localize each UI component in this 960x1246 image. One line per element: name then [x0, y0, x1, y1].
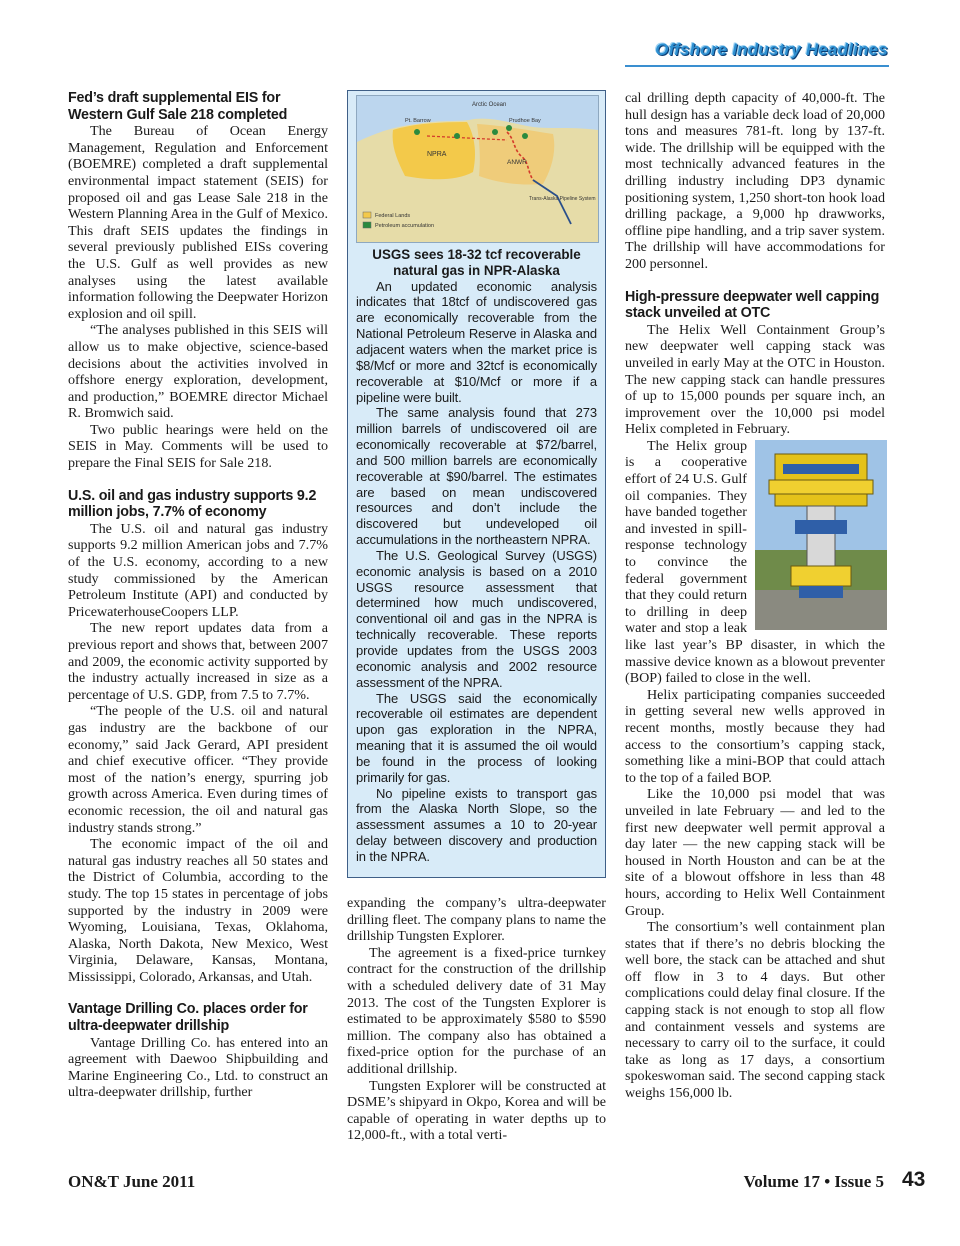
article-heading: High-pressure deepwater well capping stack unveiled at OTC	[625, 288, 880, 322]
map-label-npra: NPRA	[427, 151, 447, 158]
footer-volume-issue: Volume 17 • Issue 5	[743, 1172, 884, 1191]
section-header: Offshore Industry Headlines	[655, 40, 888, 59]
article-paragraph: “The analyses published in this SEIS will allow us to make objective, science-based decisions about the activities involved in offshore energy exploration, development, and production,” BOEMRE director Michael R. Bromwich said.	[68, 322, 328, 422]
map-legend-federal: Federal Lands	[375, 213, 411, 219]
column-2-continued	[347, 895, 606, 1144]
article-paragraph: cal drilling depth capacity of 40,000-ft. The hull design has a variable deck load of 20,000 tons and measures 781-ft. long by 137-ft. wide. The drillship will be equipped with the most technically advanced features in the drilling industry including DP3 dynamic positioning system, 1,250 short-ton hook load drilling package, a 9,000 hp drawworks, offline pipe handling, and a trip saver system. The drillship will have accommodations for 200 personnel.	[625, 90, 885, 272]
article-heading: U.S. oil and gas industry supports 9.2 million jobs, 7.7% of economy	[68, 487, 317, 521]
npra-map	[356, 95, 599, 243]
sidebar-paragraph: The same analysis found that 273 million barrels of undiscovered oil are economically recoverable at $72/barrel, and 500 million barrels are economically recoverable at $90/barrel. The estimates are based on mean undiscovered resources and don’t include the discovered but undeveloped oil accumulations in the northeastern NPRA.	[356, 405, 597, 548]
header-rule	[625, 65, 889, 67]
map-label-ocean: Arctic Ocean	[472, 102, 507, 108]
column-3	[625, 90, 885, 1102]
article-paragraph: The consortium’s well containment plan states that if there’s no debris blocking the well bore, the stack can be attached and shut off flow in 3 to 4 days. But other complications could delay final closure. If the capping stack is not enough to stop all flow and containment vessels and systems are necessary to carry oil to the surface, it could take as long as 17 days, a consortium spokeswoman said. The second capping stack weighs 156,000 lb.	[625, 919, 885, 1102]
column-1	[68, 90, 328, 1101]
article-heading: Fed’s draft supplemental EIS for Western Gulf Sale 218 completed	[68, 90, 288, 123]
sidebar-heading: USGS sees 18-32 tcf recoverable natural gas in NPR-Alaska	[372, 247, 581, 278]
article-paragraph: Two public hearings were held on the SEIS in May. Comments will be used to prepare the Final SEIS for Sale 218.	[68, 421, 328, 472]
sidebar-box	[347, 90, 606, 878]
article-paragraph: The Bureau of Ocean Energy Management, Regulation and Enforcement (BOEMRE) completed a draft supplemental environmental impact statement (SEIS) for proposed oil and gas Lease Sale 218 in the Western Planning Area in the Gulf of Mexico. This draft SEIS updates the findings in several previously published EISs covering the U.S. Gulf as well provides as new analyses using the latest available information following the Deepwater Horizon explosion and oil spill.	[68, 123, 328, 322]
article-paragraph: Helix participating companies succeeded in getting several new wells approved in recent months, mostly because they had access to the consortium’s capping stack, something like a mini-BOP that could attach to the top of a failed BOP.	[625, 686, 885, 786]
article-paragraph: The economic impact of the oil and natural gas industry reaches all 50 states and the District of Columbia, according to the study. The top 15 states in percentage of jobs supported by the industry in 2009 were Wyoming, Louisiana, Texas, Oklahoma, Alaska, North Dakota, New Mexico, West Virginia, Delaware, Kansas, Montana, Mississippi, Colorado, Arkansas, and Utah.	[68, 836, 328, 985]
article-paragraph: Vantage Drilling Co. has entered into an agreement with Daewoo Shipbuilding and Marine Engineering Co., Ltd. to construct an ultra-deepwater drillship, further	[68, 1034, 328, 1101]
article-paragraph: Like the 10,000 psi model that was unveiled in late February — and led to the first new deepwater well permit approval a day later — the new capping stack will be housed in North Houston and can be at the site of a blowout offshore in less than 48 hours, according to Helix Well Containment Group.	[625, 786, 885, 919]
article-paragraph: The Helix Well Containment Group’s new deepwater well capping stack was unveiled in early May at the OTC in Houston. The new capping stack can handle pressures of up to 15,000 pounds per square inch, an improvement over the 10,000 psi model Helix completed in February.	[625, 321, 885, 438]
map-label-anwr: ANWR	[507, 159, 527, 166]
article-paragraph: The agreement is a fixed-price turnkey contract for the construction of the drillship with a scheduled delivery date of 31 May 2013. The cost of the Tungsten Explorer is estimated to be approximately $580 to $590 million. The company also has obtained a fixed-price option for the purchase of an additional drillship.	[347, 944, 606, 1077]
sidebar-paragraph: The U.S. Geological Survey (USGS) economic analysis is based on a 2010 USGS resource assessment that determined how much undiscovered, conventional oil and gas in the NPRA is technically recoverable. These reports provide updates from the USGS 2003 economic analysis and 2002 resource assessment of the NPRA.	[356, 547, 597, 690]
map-label-barrow: Pt. Barrow	[405, 118, 431, 124]
sidebar-paragraph: An updated economic analysis indicates that 18tcf of undiscovered gas are economically recoverable from the National Petroleum Reserve in Alaska and adjacent waters when the market price is $8/Mcf or more and 32tcf is economically recoverable at $10/Mcf or more if a pipeline were built.	[356, 278, 597, 405]
footer-publication: ON&T June 2011	[68, 1172, 196, 1191]
map-label-taps: Trans-Alaska Pipeline System	[529, 196, 596, 202]
article-paragraph: The Helix group is a cooperative effort of 24 U.S. Gulf oil companies. They have banded together and invested in spill-response technology to convince the federal government that they could return to drilling in deep water and stop a leak like last year’s BP disaster, in which the massive device known as a blowout preventer (BOP) failed to close in the well.	[625, 437, 885, 687]
article-paragraph: The new report updates data from a previous report and shows that, between 2007 and 2009, the economic activity supported by the industry actually increased in size as a percentage of U.S. GDP, from 7.5 to 7.7%.	[68, 620, 328, 703]
article-paragraph: expanding the company’s ultra-deepwater drilling fleet. The company plans to name the drillship Tungsten Explorer.	[347, 895, 606, 945]
map-label-prudhoe: Prudhoe Bay	[509, 118, 541, 124]
article-paragraph: The U.S. oil and natural gas industry supports 9.2 million American jobs and 7.7% of the U.S. economy, according to a new study commissioned by the American Petroleum Institute (API) and conducted by PricewaterhouseCoopers LLP.	[68, 520, 328, 620]
sidebar-paragraph: No pipeline exists to transport gas from the Alaska North Slope, so the assessment assumes a 10 to 20-year delay between discovery and production in the NPRA.	[356, 785, 597, 864]
page-number: 43	[902, 1168, 926, 1191]
map-legend-petroleum: Petroleum accumulation	[375, 223, 435, 229]
article-paragraph: “The people of the U.S. oil and natural gas industry are the backbone of our economy,” said Jack Gerard, API president and chief executive officer. “They provide most of the nation’s energy, spurring job growth across America. Even during times of economic recession, the oil and natural gas industry stands strong.”	[68, 703, 328, 836]
sidebar-paragraph: The USGS said the economically recoverable oil estimates are dependent upon gas exploration in the NPRA, meaning that it is assumed the oil would be found in the process of looking primarily for gas.	[356, 690, 597, 785]
capping-stack-photo	[755, 440, 887, 630]
article-paragraph: Tungsten Explorer will be constructed at DSME’s shipyard in Okpo, Korea and will be capable of operating in water depths up to 12,000-ft., with a total verti-	[347, 1077, 606, 1144]
article-heading: Vantage Drilling Co. places order for ultra-deepwater drillship	[68, 1001, 308, 1035]
